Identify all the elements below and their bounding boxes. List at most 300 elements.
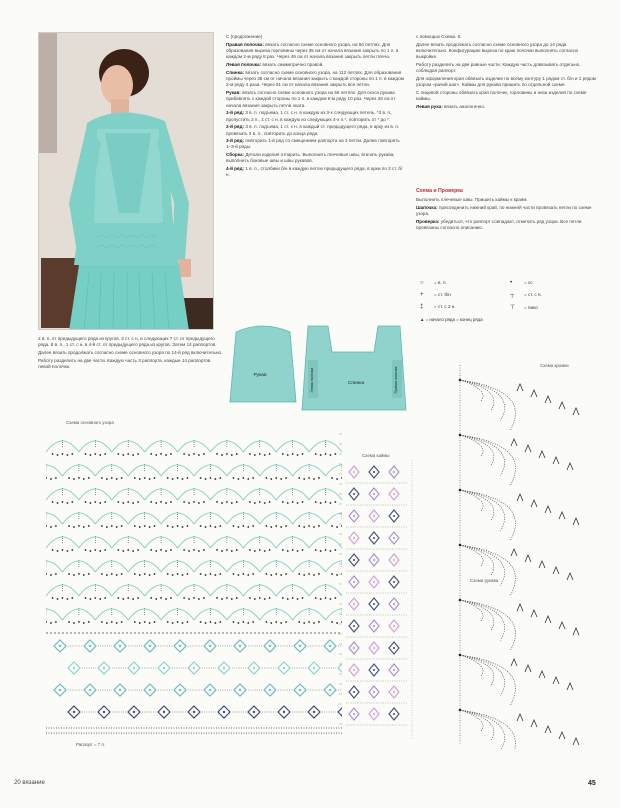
stitch-dot xyxy=(104,501,106,503)
stitch-dot xyxy=(55,477,57,479)
stitch-dot xyxy=(83,574,85,576)
stitch-dot xyxy=(226,453,228,455)
stitch-dot xyxy=(177,621,179,623)
stitch-dot xyxy=(210,621,212,623)
stitch-dot xyxy=(242,573,244,575)
stitch-dot xyxy=(318,477,320,479)
picot-mark xyxy=(517,494,523,501)
picot-mark xyxy=(545,616,551,623)
stitch-dot xyxy=(116,622,118,624)
stitch-dot xyxy=(219,477,221,479)
stitch-dot xyxy=(170,501,172,503)
stitch-dot xyxy=(308,621,310,623)
picot-mark xyxy=(567,683,573,690)
diamond-center xyxy=(299,689,301,691)
stitch-dot xyxy=(331,573,333,575)
picot-mark xyxy=(573,738,579,745)
diamond-center xyxy=(373,493,375,495)
stitch-dot xyxy=(275,477,277,479)
stitch-dot xyxy=(265,525,267,527)
stitch-dot xyxy=(252,573,254,575)
diamond-center xyxy=(353,471,355,473)
stitch-dot xyxy=(238,574,240,576)
stitch-dot xyxy=(297,550,299,552)
paragraph xyxy=(38,358,224,371)
paragraph xyxy=(226,62,404,68)
paragraph xyxy=(226,152,404,165)
stitch-dot xyxy=(71,549,73,551)
paragraph-text: 3 в. п. подъема, 1 ст. с н. в каждый ст. предыдущего ряда, в арку из в. п. провязать 3 в. п., повторить до конца ряда. xyxy=(226,124,400,136)
fan-arc xyxy=(460,380,515,430)
stitch-dot xyxy=(219,525,221,527)
stitch-dot xyxy=(167,477,169,479)
stitch-dot xyxy=(154,621,156,623)
paragraph xyxy=(226,70,404,89)
diamond-center xyxy=(393,581,395,583)
diamond-center xyxy=(223,711,225,713)
stitch-dot xyxy=(214,622,216,624)
stitch-dot xyxy=(259,597,261,599)
stitch-dot xyxy=(172,574,174,576)
stitch-dot xyxy=(259,453,261,455)
stitch-dot xyxy=(205,478,207,480)
stitch-dot xyxy=(167,621,169,623)
stitch-dot xyxy=(85,549,87,551)
arc-mark xyxy=(326,561,342,572)
stitch-dot xyxy=(66,454,68,456)
stitch-dot xyxy=(50,622,52,624)
stitch-dot xyxy=(302,549,304,551)
fan-arc xyxy=(460,600,505,641)
stitch-dot xyxy=(259,549,261,551)
paragraph xyxy=(416,90,596,103)
paragraph xyxy=(38,350,224,356)
stitch-dot xyxy=(71,501,73,503)
stitch-dot xyxy=(46,477,47,479)
stitch-dot xyxy=(233,525,235,527)
fan-arc xyxy=(460,600,483,621)
stitch-dot xyxy=(298,525,300,527)
stitch-dot xyxy=(101,477,103,479)
model-photo xyxy=(38,32,214,330)
stitch-dot xyxy=(254,598,256,600)
fan-arc xyxy=(460,490,494,521)
stitch-dot xyxy=(210,573,212,575)
stitch-dot xyxy=(101,573,103,575)
stitch-dot xyxy=(205,574,207,576)
stitch-dot xyxy=(221,502,223,504)
stitch-dot xyxy=(150,597,152,599)
stitch-dot xyxy=(318,573,320,575)
paragraph xyxy=(416,34,596,40)
stitch-dot xyxy=(331,477,333,479)
stitch-dot xyxy=(116,526,118,528)
stitch-dot xyxy=(165,598,167,600)
diamond-center xyxy=(59,645,61,647)
stitch-dot xyxy=(78,573,80,575)
diamond-center xyxy=(373,603,375,605)
stitch-dot xyxy=(71,597,73,599)
stitch-dot xyxy=(330,454,332,456)
legend-item xyxy=(510,280,600,286)
stitch-dot xyxy=(144,621,146,623)
stitch-dot xyxy=(221,598,223,600)
stitch-dot xyxy=(116,574,118,576)
legend-text: = сс xyxy=(524,280,533,285)
stitch-dot xyxy=(52,501,54,503)
stitch-dot xyxy=(170,549,172,551)
stitch-dot xyxy=(231,502,233,504)
main-chart-label: Схема основного узора xyxy=(66,420,114,425)
fan-arc xyxy=(460,435,483,456)
picot-mark xyxy=(517,714,523,721)
stitch-dot xyxy=(165,502,167,504)
paragraph xyxy=(416,76,596,89)
stitch-dot xyxy=(187,525,189,527)
stitch-dot xyxy=(165,454,167,456)
fan-arc xyxy=(460,655,483,676)
stitch-dot xyxy=(78,525,80,527)
stitch-dot xyxy=(254,502,256,504)
stitch-dot xyxy=(172,478,174,480)
legend-symbol-icon: • xyxy=(510,280,513,286)
paragraph-lead: Шапочка: xyxy=(416,204,439,210)
stitch-dot xyxy=(182,526,184,528)
fan-arc xyxy=(460,545,515,595)
fan-arc xyxy=(460,600,494,631)
diamond-center xyxy=(373,537,375,539)
arc-mark xyxy=(46,513,62,524)
stitch-dot xyxy=(269,597,271,599)
legend-text: = пико xyxy=(524,305,538,310)
paragraph-text: Далее вязать продолжать согласно схеме основного узора по 14-й ряд включительно. xyxy=(38,349,223,355)
diamond-center xyxy=(163,667,165,669)
stitch-dot xyxy=(132,454,134,456)
stitch-dot xyxy=(282,501,284,503)
stitch-dot xyxy=(57,502,59,504)
fan-arc xyxy=(460,655,494,686)
diamond-center xyxy=(393,691,395,693)
stitch-dot xyxy=(62,597,64,599)
stitch-dot xyxy=(297,598,299,600)
diamond-center xyxy=(269,689,271,691)
stitch-dot xyxy=(106,622,108,624)
legend-symbol-icon: ┬ xyxy=(510,292,515,298)
stitch-dot xyxy=(88,477,90,479)
fan-center xyxy=(459,434,462,437)
stitch-dot xyxy=(155,550,157,552)
paragraph-text: 2 в. п. от предыдущего ряда из кругов. 2 ст. с н. и следующих 7 ст. от предыдущего ряда. 8 в. п., 1 ст. с н. в 4-й ст. от предыдущего ряда из кругов. Затем 14 раппортов. xyxy=(38,336,217,348)
stitch-dot xyxy=(265,477,267,479)
stitch-dot xyxy=(155,598,157,600)
stitch-dot xyxy=(336,526,338,528)
stitch-dot xyxy=(106,574,108,576)
stitch-dot xyxy=(111,573,113,575)
stitch-dot xyxy=(150,453,152,455)
diamond-center xyxy=(373,559,375,561)
stitch-dot xyxy=(137,549,139,551)
section-heading: Схема и Проверка xyxy=(416,188,463,194)
stitch-dot xyxy=(117,549,119,551)
stitch-dot xyxy=(66,550,68,552)
paragraph-text: Работу разделить на две равные части. Каждую часть довязывать отдельно, соблюдая раппорт. xyxy=(416,61,581,74)
stitch-dot xyxy=(57,598,59,600)
diamond-center xyxy=(353,493,355,495)
picot-mark xyxy=(545,506,551,513)
stitch-dot xyxy=(188,598,190,600)
stitch-dot xyxy=(275,573,277,575)
stitch-dot xyxy=(221,454,223,456)
stitch-dot xyxy=(221,550,223,552)
stitch-dot xyxy=(52,549,54,551)
diamond-center xyxy=(73,711,75,713)
stitch-dot xyxy=(336,478,338,480)
stitch-dot xyxy=(127,549,129,551)
main-stitch-chart xyxy=(46,428,342,738)
stitch-dot xyxy=(214,478,216,480)
stitch-dot xyxy=(160,453,162,455)
legend-symbol-icon: ⊤ xyxy=(510,305,516,311)
stitch-dot xyxy=(52,597,54,599)
picot-mark xyxy=(567,463,573,470)
stitch-dot xyxy=(315,549,317,551)
stitch-dot xyxy=(193,549,195,551)
stitch-dot xyxy=(285,573,287,575)
paragraph xyxy=(416,62,596,75)
stitch-dot xyxy=(325,453,327,455)
diamond-center xyxy=(133,667,135,669)
stitch-dot xyxy=(193,453,195,455)
fan-arc xyxy=(460,380,505,421)
stitch-dot xyxy=(330,550,332,552)
paragraph-text: вязать согласно схеме основного узора, на 60 петлях. Для образования выреза горловины через 35 см от начала вязания закрыть по 1 п. в каждом 2-м ряду 8 раз. Через 49 см от начала вязания закрыть петли плеча. xyxy=(226,41,399,60)
legend-item xyxy=(420,304,510,311)
paragraph xyxy=(38,336,224,349)
diamond-center xyxy=(313,667,315,669)
stitch-dot xyxy=(303,526,305,528)
picot-mark xyxy=(539,561,545,568)
fan-arc xyxy=(460,655,515,705)
stitch-dot xyxy=(188,502,190,504)
paragraph xyxy=(416,219,596,232)
stitch-dot xyxy=(330,598,332,600)
picot-mark xyxy=(525,445,531,452)
stitch-dot xyxy=(315,501,317,503)
diamond-center xyxy=(133,711,135,713)
stitch-dot xyxy=(150,501,152,503)
picot-mark xyxy=(531,720,537,727)
stitch-dot xyxy=(238,526,240,528)
stitch-dot xyxy=(308,573,310,575)
stitch-dot xyxy=(236,501,238,503)
stitch-dot xyxy=(167,573,169,575)
fan-center xyxy=(459,709,462,712)
fan-center xyxy=(459,379,462,382)
diamond-center xyxy=(353,515,355,517)
edge-stitch-chart xyxy=(430,360,610,750)
stitch-dot xyxy=(132,550,134,552)
diamond-center xyxy=(253,711,255,713)
stitch-dot xyxy=(219,621,221,623)
stitch-dot xyxy=(187,621,189,623)
picot-mark xyxy=(553,567,559,574)
stitch-dot xyxy=(226,597,228,599)
stitch-dot xyxy=(139,622,141,624)
stitch-dot xyxy=(160,501,162,503)
border-chart-label: Схема каймы xyxy=(362,453,390,458)
diamond-center xyxy=(193,667,195,669)
stitch-dot xyxy=(193,597,195,599)
stitch-dot xyxy=(144,573,146,575)
stitch-dot xyxy=(121,573,123,575)
stitch-dot xyxy=(111,621,113,623)
stitch-dot xyxy=(210,525,212,527)
stitch-dot xyxy=(198,550,200,552)
stitch-dot xyxy=(127,453,129,455)
model-illustration xyxy=(39,33,214,330)
stitch-dot xyxy=(216,453,218,455)
stitch-dot xyxy=(280,574,282,576)
diamond-center xyxy=(313,711,315,713)
legend-symbol-icon: ‡ xyxy=(420,304,424,310)
stitch-dot xyxy=(183,501,185,503)
stitch-dot xyxy=(203,597,205,599)
instructions-bottom-left xyxy=(38,336,224,414)
stitch-dot xyxy=(88,621,90,623)
stitch-dot xyxy=(117,597,119,599)
stitch-dot xyxy=(270,478,272,480)
stitch-dot xyxy=(154,573,156,575)
stitch-dot xyxy=(187,477,189,479)
stitch-dot xyxy=(78,621,80,623)
picot-mark xyxy=(517,604,523,611)
paragraph-text: вязать симметрично правой. xyxy=(262,61,324,67)
stitch-dot xyxy=(292,549,294,551)
picot-mark xyxy=(511,549,517,556)
stitch-dot xyxy=(247,526,249,528)
stitch-dot xyxy=(73,526,75,528)
fan-arc xyxy=(460,435,494,466)
stitch-dot xyxy=(308,525,310,527)
stitch-dot xyxy=(231,550,233,552)
stitch-dot xyxy=(210,477,212,479)
stitch-dot xyxy=(254,550,256,552)
diamond-center xyxy=(373,647,375,649)
stitch-dot xyxy=(335,597,337,599)
stitch-dot xyxy=(134,621,136,623)
stitch-dot xyxy=(46,621,47,623)
stitch-dot xyxy=(330,502,332,504)
legend-item xyxy=(420,280,510,286)
front-left-label: Левая полочка xyxy=(310,367,314,393)
stitch-dot xyxy=(216,597,218,599)
diamond-center xyxy=(209,645,211,647)
diamond-center xyxy=(373,691,375,693)
stitch-dot xyxy=(99,550,101,552)
stitch-dot xyxy=(132,502,134,504)
stitch-dot xyxy=(287,502,289,504)
paragraph xyxy=(226,90,404,109)
picot-mark xyxy=(553,457,559,464)
stitch-dot xyxy=(85,453,87,455)
diamond-center xyxy=(393,471,395,473)
stitch-dot xyxy=(46,573,47,575)
diamond-center xyxy=(163,711,165,713)
picot-mark xyxy=(511,439,517,446)
stitch-dot xyxy=(254,454,256,456)
stitch-dot xyxy=(280,478,282,480)
stitch-dot xyxy=(303,574,305,576)
stitch-dot xyxy=(292,597,294,599)
arc-mark xyxy=(46,561,62,572)
stitch-dot xyxy=(200,477,202,479)
stitch-dot xyxy=(269,549,271,551)
stitch-dot xyxy=(94,597,96,599)
diamond-center xyxy=(239,645,241,647)
fan-arc xyxy=(460,710,515,750)
diamond-center xyxy=(283,711,285,713)
stitch-dot xyxy=(101,621,103,623)
stitch-dot xyxy=(68,525,70,527)
paragraph-text: Далее вязать продолжать согласно схеме основного узора до 14 ряда включительно. Конфигурацию выреза по краю полочки выполнять согласно выкройке. xyxy=(416,41,579,60)
stitch-dot xyxy=(252,621,254,623)
diamond-center xyxy=(353,647,355,649)
paragraph-text: вязать согласно схеме основного узора на 56 петлях. Для скоса рукава прибавлять с каждой стороны по 1 п. в каждом 6-м ряду 10 раз. Через 28 см от начала вязания закрыть петли оката. xyxy=(226,89,396,108)
stitch-dot xyxy=(198,502,200,504)
stitch-dot xyxy=(90,454,92,456)
stitch-dot xyxy=(285,477,287,479)
symbol-legend xyxy=(420,280,600,350)
stitch-dot xyxy=(265,621,267,623)
stitch-dot xyxy=(336,622,338,624)
paragraph xyxy=(226,166,404,179)
diamond-center xyxy=(373,515,375,517)
stitch-dot xyxy=(242,525,244,527)
stitch-dot xyxy=(336,574,338,576)
picot-mark xyxy=(525,665,531,672)
paragraph-lead: Правая полочка: xyxy=(226,41,266,47)
legend-symbol-icon: + xyxy=(420,292,424,298)
paragraph xyxy=(226,42,404,61)
pattern-pieces xyxy=(228,322,418,412)
paragraph xyxy=(416,197,596,203)
picot-mark xyxy=(559,732,565,739)
diamond-center xyxy=(353,537,355,539)
back-label: Спинка xyxy=(347,381,365,386)
stitch-dot xyxy=(302,597,304,599)
stitch-dot xyxy=(55,621,57,623)
picot-mark xyxy=(573,408,579,415)
diamond-center xyxy=(373,625,375,627)
stitch-dot xyxy=(287,454,289,456)
fan-arc xyxy=(460,490,483,511)
right-lower-paragraphs xyxy=(416,197,596,231)
stitch-dot xyxy=(154,525,156,527)
diamond-center xyxy=(149,689,151,691)
stitch-dot xyxy=(335,453,337,455)
footer-left: 20 вязание xyxy=(14,780,45,786)
stitch-dot xyxy=(280,526,282,528)
diamond-center xyxy=(353,691,355,693)
legend-text: = ст. с 2 н. xyxy=(434,304,456,309)
stitch-dot xyxy=(214,574,216,576)
stitch-dot xyxy=(303,478,305,480)
stitch-dot xyxy=(269,501,271,503)
stitch-dot xyxy=(233,573,235,575)
stitch-dot xyxy=(320,598,322,600)
stitch-dot xyxy=(325,501,327,503)
instructions-column-right xyxy=(416,34,596,194)
